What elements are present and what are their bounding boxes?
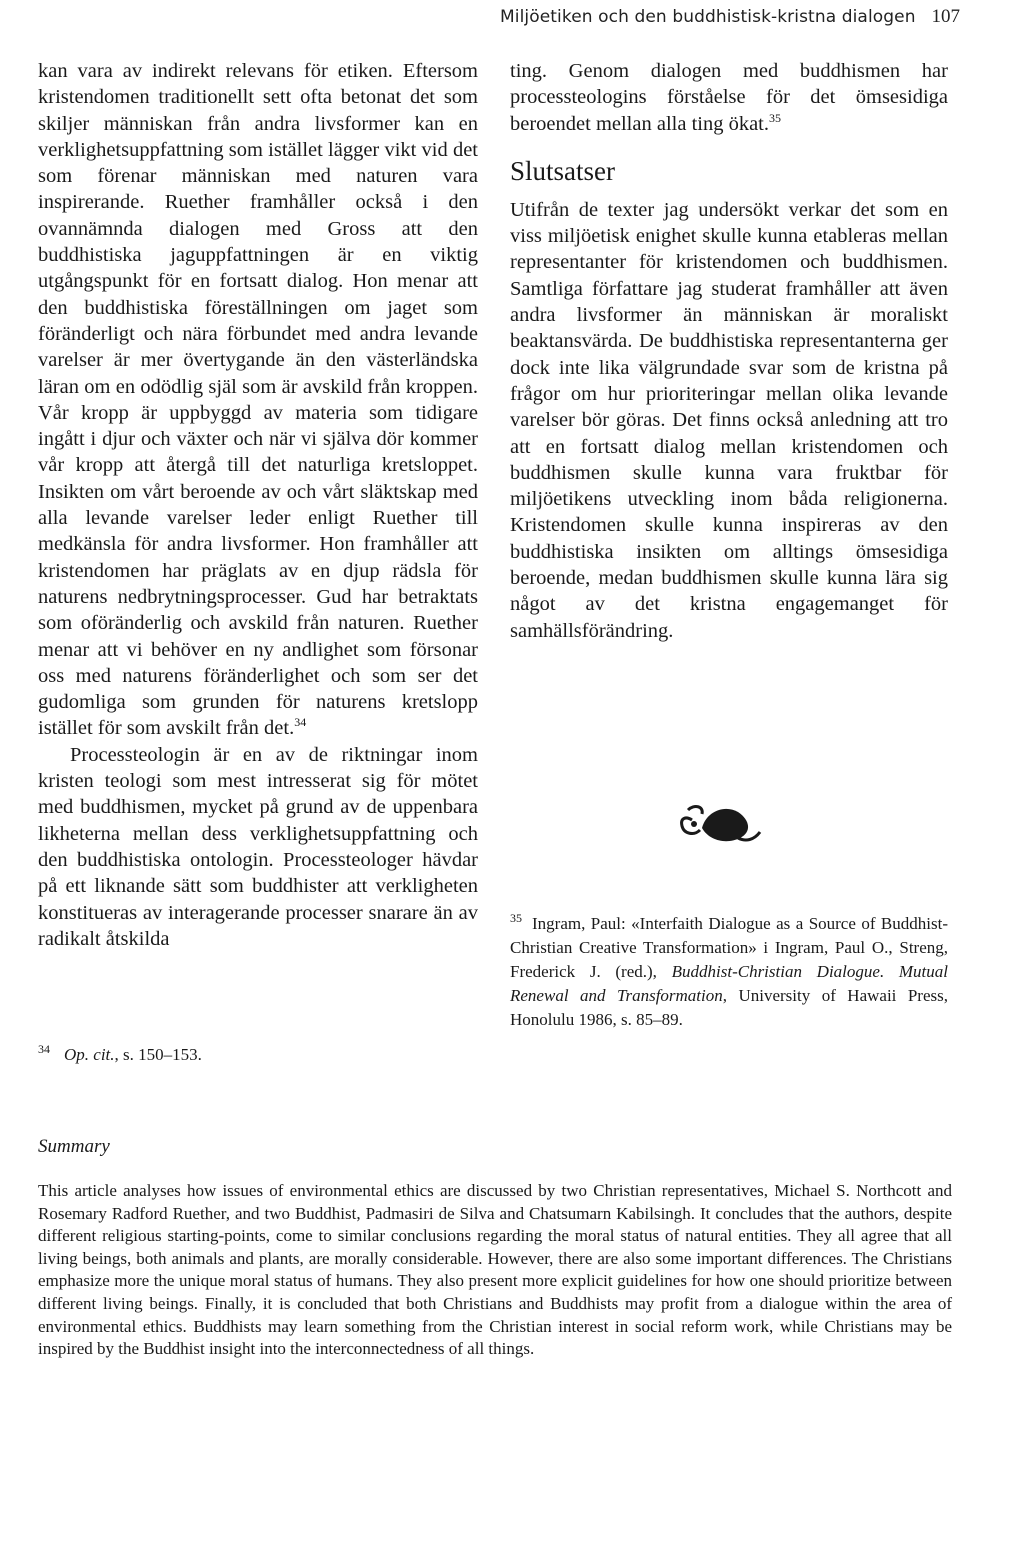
footnote-34-number: 34 bbox=[38, 1042, 50, 1057]
footnote-35 bbox=[510, 912, 948, 1032]
footnote-ref-35[interactable]: 35 bbox=[769, 110, 782, 125]
section-heading: Slutsatser bbox=[510, 155, 615, 186]
fleuron-leaf-icon bbox=[672, 794, 772, 846]
right-paragraph-1-text: ting. Genom dialogen med buddhismen har processteologins förståelse för det ömsesidiga beroendet mellan alla ting ökat. bbox=[510, 60, 948, 135]
footnote-34 bbox=[38, 1044, 478, 1066]
left-paragraph-1 bbox=[38, 58, 478, 742]
footnote-35-number: 35 bbox=[510, 911, 522, 926]
footnote-34-rest: , s. 150–153. bbox=[114, 1045, 202, 1064]
left-paragraph-2: Processteologin är en av de riktningar inom kristen teologi som mest intresserat sig för mötet med buddhismen, mycket på grund av de uppenbara likheterna mellan dess verklighetsuppfattning och den buddhistiska ontologin. Processteologer hävdar på ett liknande sätt som buddhister att verkligheten konstitueras av interagerande processer snarare än av radikalt åtskilda bbox=[38, 743, 478, 950]
running-title: Miljöetiken och den buddhistisk-kristna dialogen bbox=[500, 7, 916, 27]
left-column bbox=[38, 58, 478, 952]
footnote-34-ref: Op. cit. bbox=[64, 1045, 115, 1064]
right-paragraph-2: Utifrån de texter jag undersökt verkar det som en viss miljöetisk enighet skulle kunna etableras mellan representanter för kristendomen och buddhismen. Samtliga författare jag studerat framhåller att även andra livsformer än människan är moraliskt beaktansvärda. De buddhistiska representanterna ger dock inte lika välgrundade svar som de kristna på frågor om hur prioriteringar mellan olika levande varelser bör göras. Det finns också anledning att tro att en fortsatt dialog mellan kristendomen och buddhismen skulle kunna vara fruktbar för miljöetikens utveckling inom båda religionerna. Kristendomen skulle kunna inspireras av den buddhistiska insikten om alltings ömsesidiga beroende, medan buddhismen skulle kunna lära sig något av det kristna engagemanget för samhällsförändring. bbox=[510, 198, 948, 642]
running-header bbox=[500, 6, 960, 28]
left-paragraph-1-text: kan vara av indirekt relevans för etiken. Eftersom kristendomen traditionellt sett ofta betonat det som skiljer människan från andra livsformer kan en verklighetsuppfattning som istället lägger vikt vid det som förenar människan med naturen vara inspirerande. Ruether framhåller också i den ovannämnda dialogen med Gross att den buddhistiska jaguppfattningen är en viktig utgångspunkt för en fortsatt dialog. Hon menar att den buddhistiska föreställningen om jaget som föränderligt och nära förbundet med andra levande varelser är mer övertygande än den västerländska läran om en odödlig själ som är avskild från kroppen. Vår kropp är uppbyggd av materia som tidigare ingått i djur och växter och när vi själva dör kommer vår kropp att återgå till det naturliga kretsloppet. Insikten om vårt beroende av och vårt släktskap med alla levande varelser leder enligt Ruether till medkänsla för andra livsformer. Hon framhåller att kristendomen har präglats av en djup rädsla för naturens nedbrytningsprocesser. Gud har betraktats som oföränderlig och avskild från naturen. Ruether menar att vi behöver en ny andlighet som försonar oss med naturens föränderlighet och som ser det gudomliga som grunden för naturens kretslopp istället för som avskilt från det. bbox=[38, 60, 478, 740]
footnote-35-text-post: , University of Hawaii Press, Honolulu 1986, s. 85–89. bbox=[510, 986, 948, 1029]
page-number: 107 bbox=[931, 6, 960, 27]
right-column bbox=[510, 58, 948, 644]
footnote-ref-34[interactable]: 34 bbox=[294, 715, 307, 730]
summary-heading: Summary bbox=[38, 1136, 110, 1157]
footnote-35-title: Buddhist-Christian Dialogue. Mutual Renewal and Transformation bbox=[510, 962, 948, 1005]
summary-section bbox=[38, 1136, 952, 1361]
right-paragraph-1 bbox=[510, 58, 948, 137]
summary-body: This article analyses how issues of environmental ethics are discussed by two Christian representatives, Michael S. Northcott and Rosemary Radford Ruether, and two Buddhist, Padmasiri de Silva and Chatsumarn Kabilsingh. It concludes that the authors, despite different religious starting-points, come to similar conclusions regarding the moral status of natural entities. They all agree that all living beings, both animals and plants, are morally considerable. However, there are also some important differences. The Christians emphasize more the unique moral status of humans. They also present more explicit guidelines for how one should prioritize between different living beings. Finally, it is concluded that both Christians and Buddhists may profit from a dialogue within the area of environmental ethics. Buddhists may learn something from the Christian interest in social reform work, while Christians may be inspired by the Buddhist insight into the interconnectedness of all things. bbox=[38, 1181, 952, 1359]
footnote-35-text-pre: Ingram, Paul: «Interfaith Dialogue as a Source of Buddhist-Christian Creative Transformation» i Ingram, Paul O., Streng, Frederick J. (red.), bbox=[510, 914, 948, 981]
